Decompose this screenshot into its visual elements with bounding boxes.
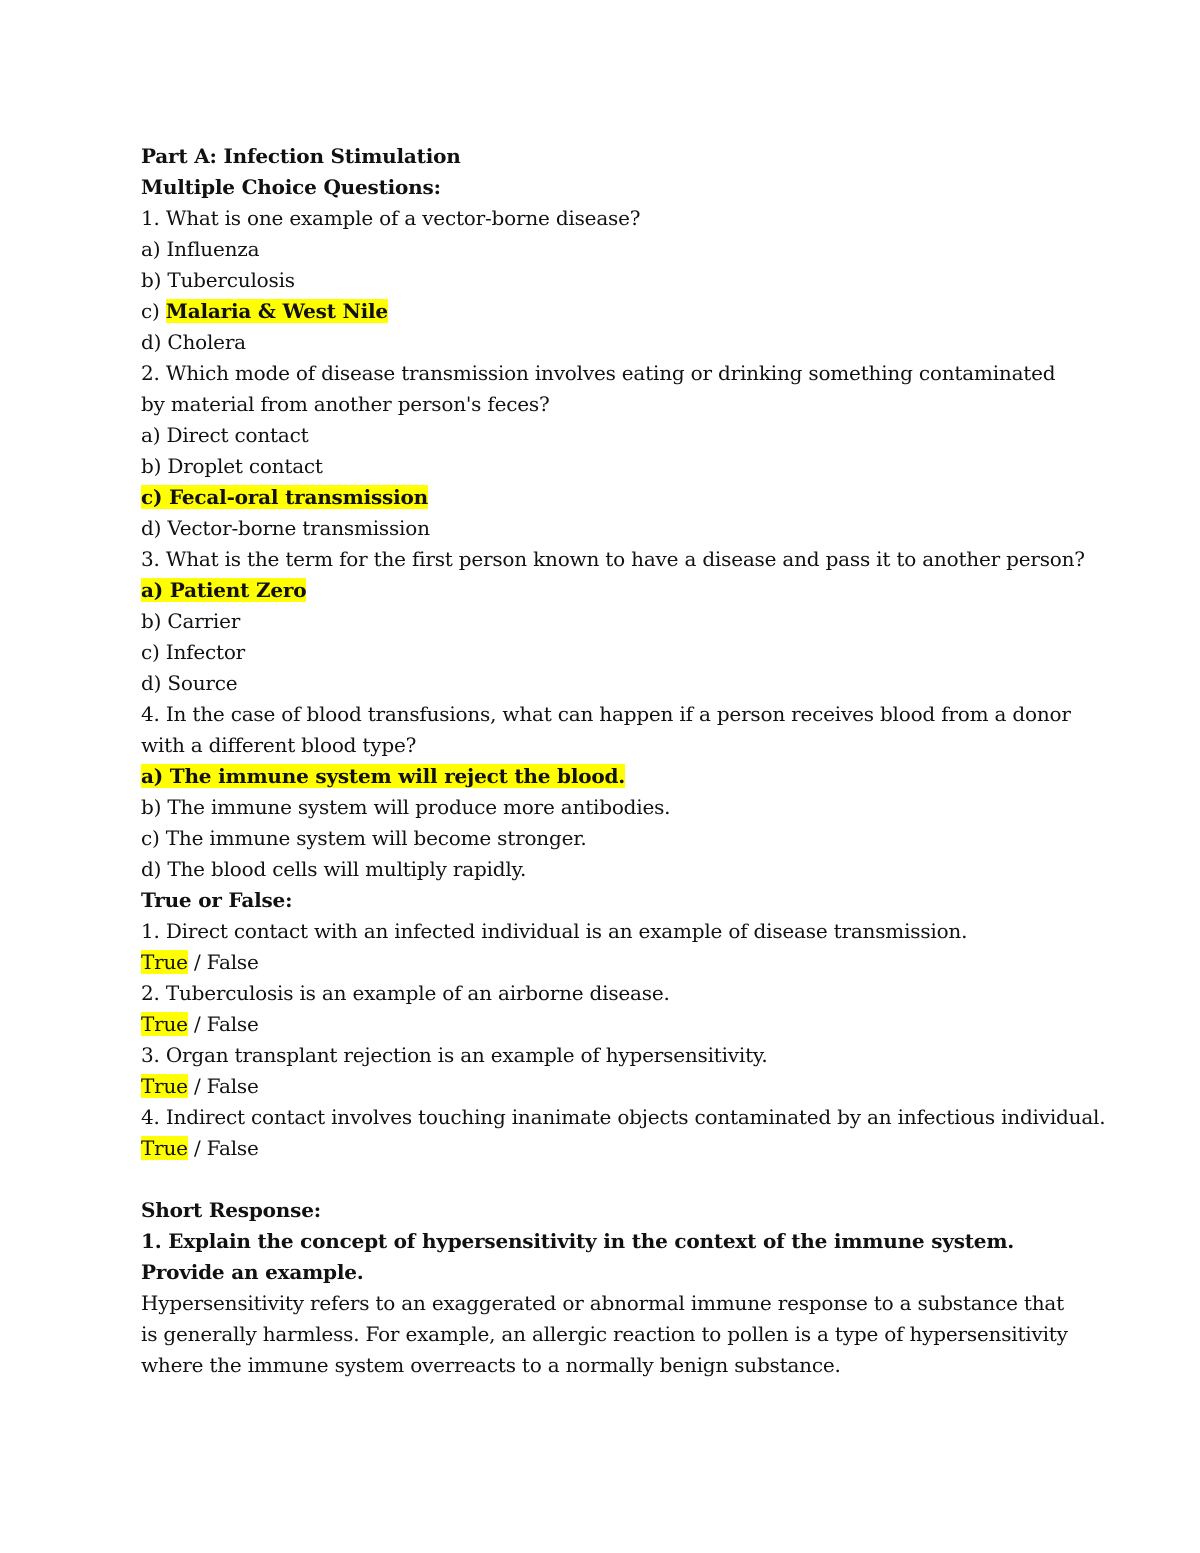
tf-true-3: True (141, 1074, 188, 1098)
document-content (141, 141, 1106, 1381)
mc-option-1c (141, 296, 1071, 327)
tf-answer-1 (141, 947, 1071, 978)
mc-option-2a: a) Direct contact (141, 423, 309, 447)
mc-option-3c: c) Infector (141, 640, 246, 664)
tf-answer-2 (141, 1009, 1071, 1040)
tf-false-2: / False (187, 1012, 259, 1036)
mc-option-2d: d) Vector-borne transmission (141, 516, 430, 540)
mc-answer-2: c) Fecal-oral transmission (141, 485, 428, 509)
mc-answer-3: a) Patient Zero (141, 578, 307, 602)
mc-option-4c: c) The immune system will become stronger. (141, 826, 587, 850)
tf-true-4: True (141, 1136, 188, 1160)
mc-question-3: 3. What is the term for the first person known to have a disease and pass it to another person? (141, 547, 1085, 571)
tf-true-1: True (141, 950, 188, 974)
tf-false-4: / False (187, 1136, 259, 1160)
mc-option-3a (141, 575, 1071, 606)
tf-answer-3 (141, 1071, 1071, 1102)
mc-question-2: 2. Which mode of disease transmission involves eating or drinking something contaminated by material from another person's feces? (141, 361, 1056, 416)
mc-heading: Multiple Choice Questions: (141, 175, 441, 199)
mc-answer-1: Malaria & West Nile (165, 299, 388, 323)
mc-option-1c-prefix: c) (141, 299, 166, 323)
tf-statement-1: 1. Direct contact with an infected individual is an example of disease transmission. (141, 919, 968, 943)
tf-statement-4: 4. Indirect contact involves touching inanimate objects contaminated by an infectious individual. (141, 1105, 1106, 1129)
sr-heading: Short Response: (141, 1198, 321, 1222)
mc-option-4b: b) The immune system will produce more antibodies. (141, 795, 671, 819)
tf-answer-4 (141, 1133, 1071, 1164)
tf-true-2: True (141, 1012, 188, 1036)
mc-option-4d: d) The blood cells will multiply rapidly. (141, 857, 527, 881)
mc-option-1b: b) Tuberculosis (141, 268, 295, 292)
mc-question-1: 1. What is one example of a vector-borne disease? (141, 206, 641, 230)
mc-option-1d: d) Cholera (141, 330, 246, 354)
mc-option-4a (141, 761, 1071, 792)
page-title: Part A: Infection Stimulation (141, 144, 461, 168)
mc-option-3b: b) Carrier (141, 609, 241, 633)
tf-false-1: / False (187, 950, 259, 974)
tf-heading: True or False: (141, 888, 293, 912)
mc-question-4: 4. In the case of blood transfusions, what can happen if a person receives blood from a donor with a different blood type? (141, 702, 1071, 757)
mc-answer-4: a) The immune system will reject the blood. (141, 764, 626, 788)
sr-question-1: 1. Explain the concept of hypersensitivity in the context of the immune system. Provide an example. (141, 1229, 1015, 1284)
tf-statement-2: 2. Tuberculosis is an example of an airborne disease. (141, 981, 670, 1005)
spacer (141, 1164, 1071, 1195)
tf-false-3: / False (187, 1074, 259, 1098)
mc-option-2b: b) Droplet contact (141, 454, 323, 478)
tf-statement-3: 3. Organ transplant rejection is an example of hypersensitivity. (141, 1043, 768, 1067)
mc-option-1a: a) Influenza (141, 237, 260, 261)
mc-option-2c (141, 482, 1071, 513)
sr-answer-1: Hypersensitivity refers to an exaggerated or abnormal immune response to a substance that is generally harmless. For example, an allergic reaction to pollen is a type of hypersensitivity where the immune system overreacts to a normally benign substance. (141, 1291, 1068, 1377)
mc-option-3d: d) Source (141, 671, 238, 695)
